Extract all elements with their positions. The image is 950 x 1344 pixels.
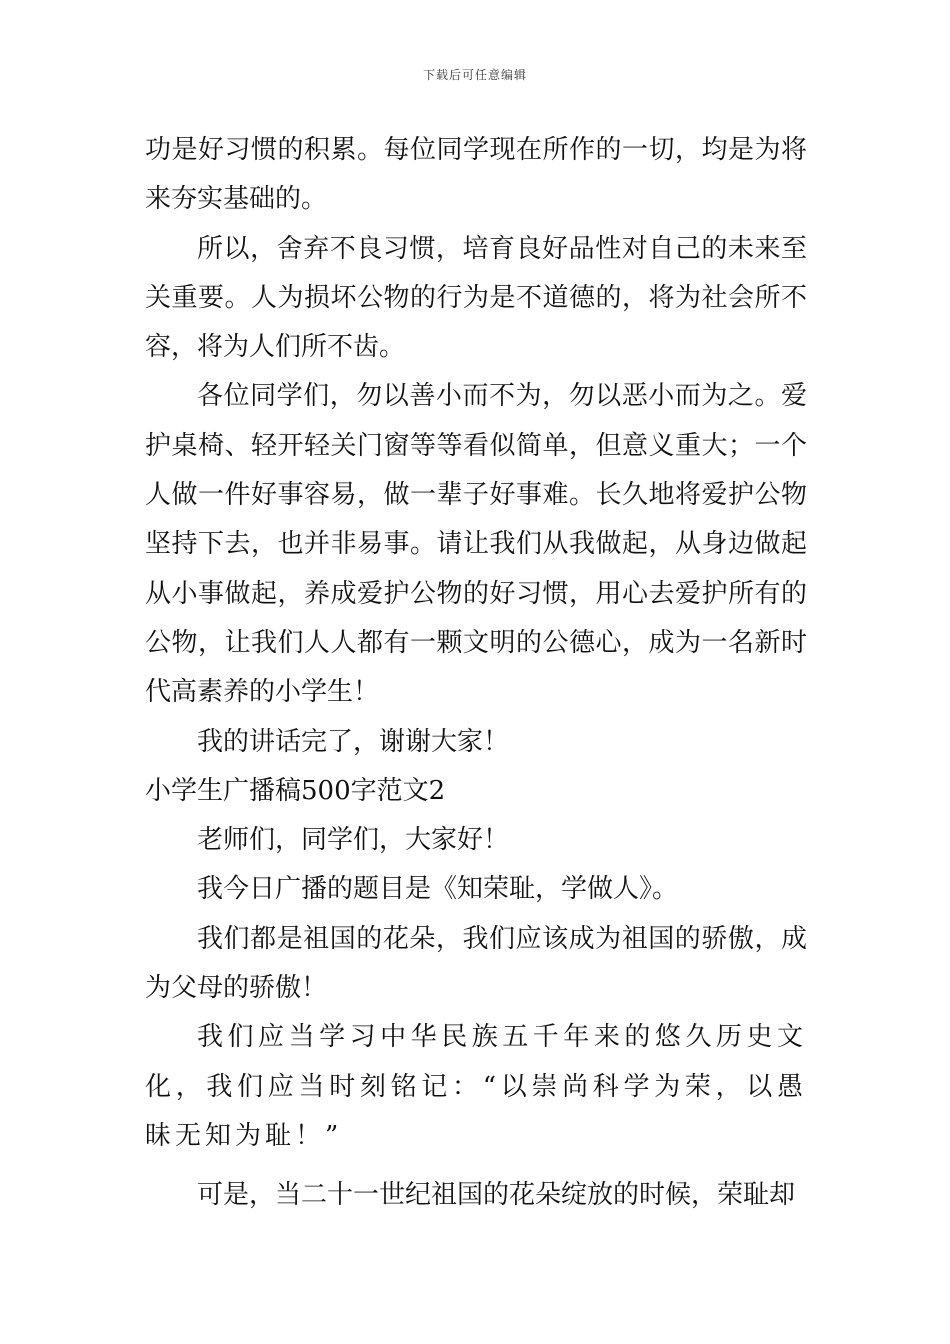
paragraph: 我们都是祖国的花朵，我们应该成为祖国的骄傲，成为父母的骄傲！ [145, 923, 807, 1004]
section-heading: 小学生广播稿500字范文2 [145, 775, 446, 806]
document-body [145, 126, 807, 1221]
header-note: 下载后可任意编辑 [422, 68, 527, 82]
paragraph: 可是，当二十一世纪祖国的花朵绽放的时候，荣耻却 [197, 1180, 796, 1211]
paragraph: 我今日广播的题目是《知荣耻，学做人》。 [197, 874, 679, 905]
paragraph: 各位同学们，勿以善小而不为，勿以恶小而为之。爱护桌椅、轻开轻关门窗等等看似简单，但意义重大；一个人做一件好事容易，做一辈子好事难。长久地将爱护公物坚持下去，也并非易事。请让我们从我做起，从身边做起从小事做起，养成爱护公物的好习惯，用心去爱护所有的公物，让我们人人都有一颗文明的公德心，成为一名新时代高素养的小学生！ [145, 381, 807, 708]
paragraph: 我的讲话完了，谢谢大家！ [197, 726, 510, 757]
paragraph: 功是好习惯的积累。每位同学现在所作的一切，均是为将来夯实基础的。 [145, 135, 807, 215]
paragraph: 我们应当学习中华民族五千年来的悠久历史文化，我们应当时刻铭记：“以崇尚科学为荣，以愚昧无知为耻！” [145, 1022, 807, 1151]
paragraph: 所以，舍弃不良习惯，培育良好品性对自己的未来至关重要。人为损坏公物的行为是不道德的，将为社会所不容，将为人们所不齿。 [145, 233, 807, 363]
paragraph: 老师们，同学们，大家好！ [197, 825, 510, 856]
